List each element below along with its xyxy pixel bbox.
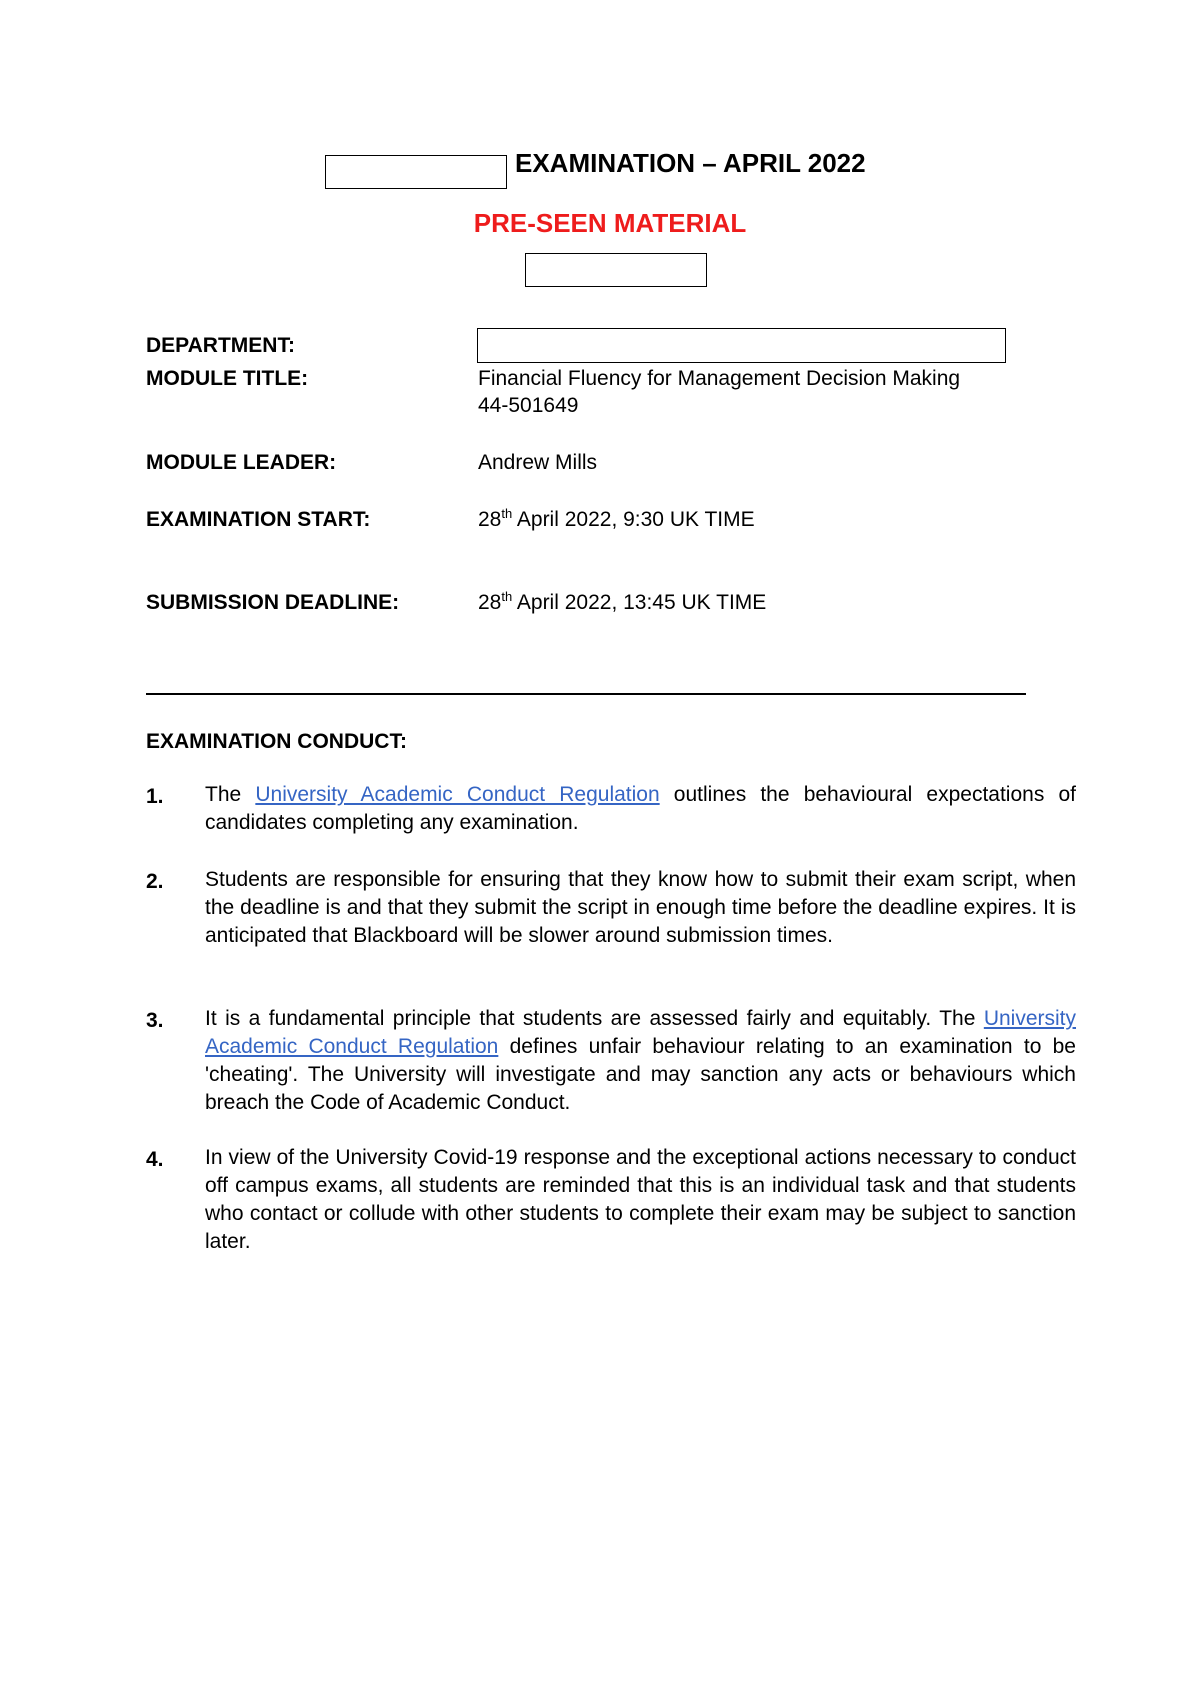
- conduct-item-2: Students are responsible for ensuring that they know how to submit their exam script, when the deadline is and that they submit the script in enough time before the deadline expires. It is anticipated that Blackboard will be slower around submission times.: [205, 868, 1076, 947]
- conduct-item-3-text-after: defines unfair behaviour relating to an examination to be 'cheating'. The University will investigate and may sanction any acts or behaviours which breach the Code of Academic Conduct.: [205, 1035, 1076, 1114]
- submission-deadline-label: SUBMISSION DEADLINE:: [146, 591, 400, 614]
- academic-conduct-regulation-link[interactable]: University Academic Conduct Regulation: [255, 783, 660, 806]
- conduct-item-3: [205, 1005, 1076, 1117]
- exam-start-day-suffix: th: [501, 506, 513, 521]
- conduct-item-3-text-before: It is a fundamental principle that students are assessed fairly and equitably. The: [205, 1007, 984, 1030]
- conduct-item-4: In view of the University Covid-19 response and the exceptional actions necessary to conduct off campus exams, all students are reminded that this is an individual task and that students who contact or collude with other students to complete their exam may be subject to sanction later.: [205, 1146, 1076, 1253]
- module-leader-label: MODULE LEADER:: [146, 451, 337, 474]
- department-value-redacted: [477, 328, 1006, 363]
- deadline-day-suffix: th: [501, 589, 513, 604]
- submission-deadline-value: [478, 591, 766, 615]
- conduct-item-number: 3.: [146, 1009, 164, 1032]
- conduct-item-1: [205, 781, 1076, 837]
- module-leader-value: Andrew Mills: [478, 451, 598, 474]
- deadline-day: 28: [478, 591, 502, 614]
- exam-start-day: 28: [478, 508, 502, 531]
- redacted-field: [325, 155, 507, 189]
- conduct-item-number: 2.: [146, 870, 164, 893]
- conduct-heading: EXAMINATION CONDUCT:: [146, 730, 407, 753]
- module-title-value: Financial Fluency for Management Decision Making: [478, 367, 961, 390]
- module-code-value: 44-501649: [478, 394, 579, 417]
- conduct-item-1-text-before: The: [205, 783, 256, 806]
- deadline-rest: April 2022, 13:45 UK TIME: [512, 591, 767, 614]
- page-title: EXAMINATION – APRIL 2022: [515, 148, 866, 178]
- exam-start-rest: April 2022, 9:30 UK TIME: [512, 508, 755, 531]
- module-title-label: MODULE TITLE:: [146, 367, 309, 390]
- department-label: DEPARTMENT:: [146, 334, 295, 357]
- conduct-item-1-text-after: outlines the behavioural expectations of candidates completing any examination.: [205, 783, 1076, 834]
- exam-start-label: EXAMINATION START:: [146, 508, 371, 531]
- conduct-item-number: 4.: [146, 1148, 164, 1171]
- section-divider: [146, 693, 1026, 695]
- exam-start-value: [478, 508, 755, 532]
- conduct-item-number: 1.: [146, 785, 164, 808]
- page-subtitle: PRE-SEEN MATERIAL: [473, 208, 747, 238]
- redacted-field: [525, 253, 707, 287]
- academic-conduct-regulation-link[interactable]: University Academic Conduct Regulation: [205, 1007, 1076, 1058]
